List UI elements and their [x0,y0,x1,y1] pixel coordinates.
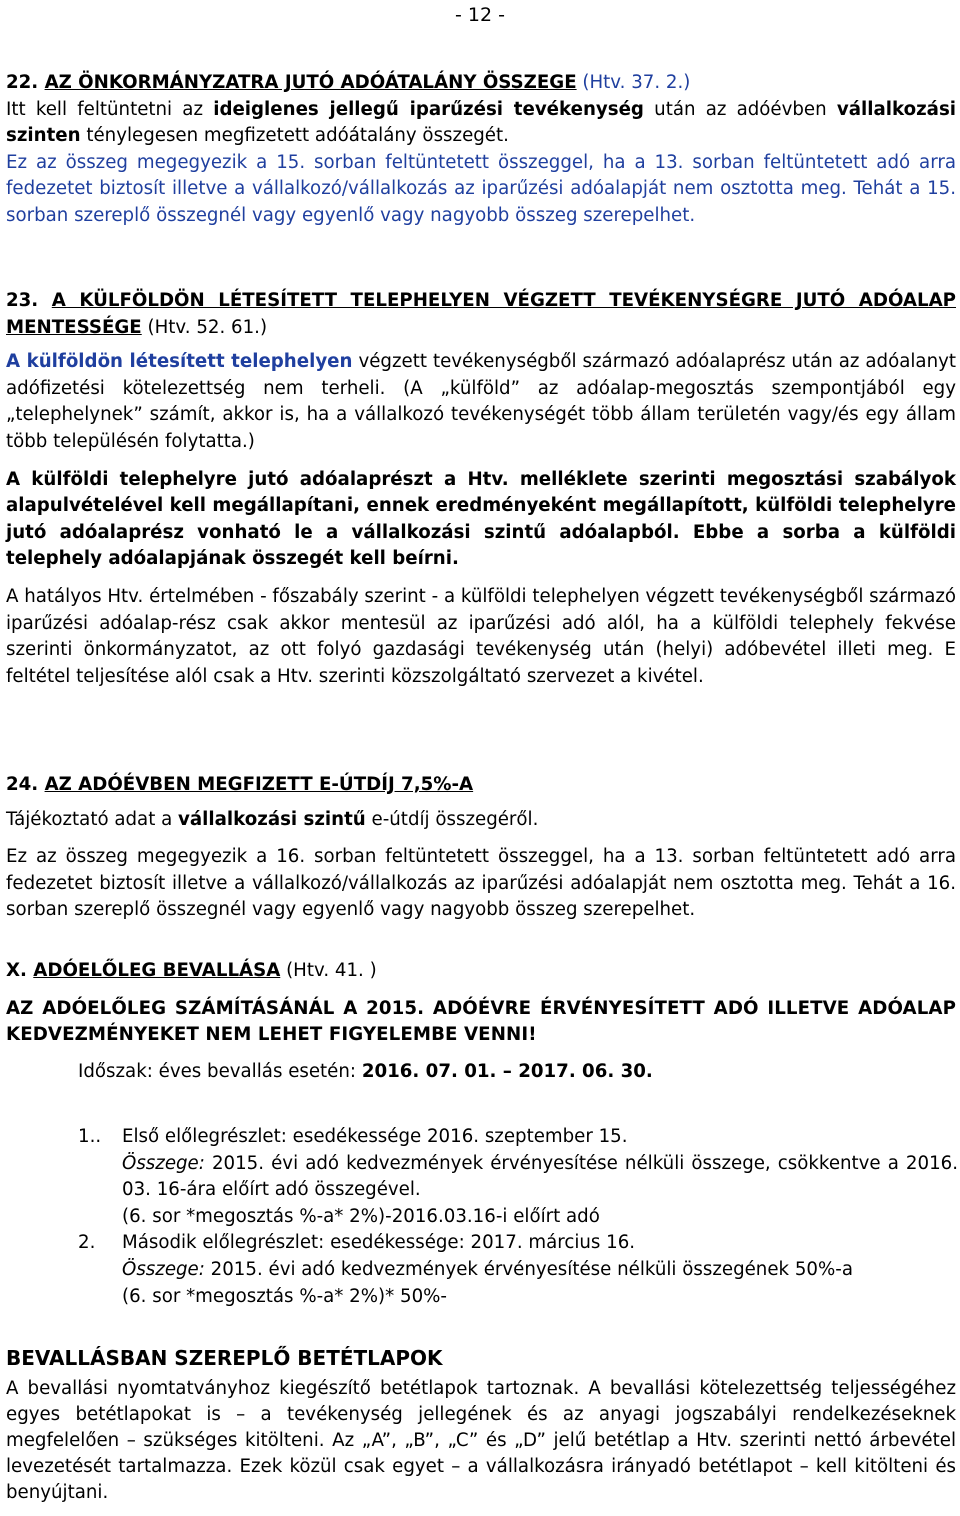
advance-item-formula: (6. sor *megosztás %-a* 2%)* 50%- [122,1285,447,1307]
section-x-period: Időszak: éves bevallás esetén: 2016. 07. 01. – 2017. 06. 30. [78,1060,653,1082]
section-23-para-2: A külföldi telephelyre jutó adóalaprészt a Htv. melléklete szerinti megosztási szabályok alapulvételével kell megállapítani, ennek eredményeként megállapított, külföldi telephelyre jutó adóalaprész vonható le a vállalkozási szintű adóalapból. Ebbe a sorba a külföldi telephely adóalapjának összegét kell beírni. [6,468,956,570]
section-24-para-2: Ez az összeg megegyezik a 16. sorban feltüntetett összeggel, ha a 13. sorban feltüntetett adó arra fedezetet biztosít illetve a vállalkozó/vállalkozás az iparűzési adóalapját nem osztotta meg. Tehát a 16. sorban szereplő összegnél vagy egyenlő vagy nagyobb összeg szerepelhet. [6,846,956,921]
section-22 [6,70,956,230]
section-x-warning: AZ ADÓELŐLEG SZÁMÍTÁSÁNÁL A 2015. ADÓÉVRE ÉRVÉNYESÍTETT ADÓ ILLETVE ADÓALAP KEDVEZMÉNYEKET NEM LEHET FIGYELEMBE VENNI! [6,997,956,1046]
attachments-para: A bevallási nyomtatványhoz kiegészítő betétlapok tartoznak. A bevallási kötelezettség teljességéhez egyes betétlapokat is – a tevékenység jellegének és az anyagi jogszabályi rendelkezéseknek megfelelően – szükséges kitölteni. Az „A”, „B”, „C” és „D” jelű betétlap a Htv. szerinti nettó árbevétel levezetését tartalmazza. Ezek közül csak egyet – a vállalkozásra irányadó betétlapot – kell kitölteni és benyújtani. [6,1378,956,1503]
section-24-heading: 24. AZ ADÓÉVBEN MEGFIZETT E-ÚTDÍJ 7,5%-A [6,774,474,795]
section-22-para-1: Itt kell feltüntetni az ideiglenes jellegű iparűzési tevékenység után az adóévben vállalkozási szinten ténylegesen megfizetett adóátalány összegét. [6,98,956,147]
section-22-heading [6,70,956,97]
advance-item-formula: (6. sor *megosztás %-a* 2%)-2016.03.16-i előírt adó [122,1205,600,1227]
attachments-section [6,1344,956,1506]
section-23-para-1: A külföldön létesített telephelyen végzett tevékenységből származó adóalaprész után az adóalanyt adófizetési kötelezettség nem terheli. (A „külföld” az adóalap-megosztás szempontjából egy „telephelynek” számít, akkor is, ha a vállalkozó tevékenységét több állam területén vagy/és egy állam több településén folytatta.) [6,351,956,452]
section-22-ref: (Htv. 37. 2.) [576,72,691,93]
period-value: 2016. 07. 01. – 2017. 06. 30. [361,1060,653,1082]
section-23-title: A KÜLFÖLDÖN LÉTESÍTETT TELEPHELYEN VÉGZETT TEVÉKENYSÉGRE JUTÓ ADÓALAP MENTESSÉGE [6,290,956,338]
section-23 [6,288,956,690]
section-23-para-3: A hatályos Htv. értelmében - főszabály szerint - a külföldi telephelyen végzett tevékenységből származó iparűzési adóalap-rész csak akkor mentesül az iparűzési adó alól, ha a külföldi telephely fekvése szerinti önkormányzatot, az ott folyó gazdasági tevékenység után (helyi) adóbevétel illeti meg. E feltétel teljesítése alól csak a Htv. szerinti közszolgáltató szervezet a kivétel. [6,585,957,687]
advance-item-title: Második előlegrészlet: esedékessége: 2017. március 16. [122,1232,636,1254]
section-24-para-1: Tájékoztató adat a vállalkozási szintű e-útdíj összegéről. [6,808,539,830]
section-x-heading: X. ADÓELŐLEG BEVALLÁSA (Htv. 41. ) [6,960,377,981]
section-24-title: AZ ADÓÉVBEN MEGFIZETT E-ÚTDÍJ 7,5%-A [44,774,474,795]
advance-item-title: Első előlegrészlet: esedékessége 2016. szeptember 15. [122,1126,628,1147]
advance-item: 2. Második előlegrészlet: esedékessége: 2017. március 16. Összege: 2015. évi adó kedvezmények érvényesítése nélküli összegének 50%-a (6. sor *megosztás %-a* 2%)* 50%- [78,1230,958,1310]
section-22-title: AZ ÖNKORMÁNYZATRA JUTÓ ADÓÁTALÁNY ÖSSZEGE [44,72,577,93]
section-22-para-2: Ez az összeg megegyezik a 15. sorban feltüntetett összeggel, ha a 13. sorban feltüntetett adó arra fedezetet biztosít illetve a vállalkozó/vállalkozás az iparűzési adóalapját nem osztotta meg. Tehát a 15. sorban szereplő összegnél vagy egyenlő vagy nagyobb összeg szerepelhet. [6,151,956,226]
section-23-heading: 23. A KÜLFÖLDÖN LÉTESÍTETT TELEPHELYEN VÉGZETT TEVÉKENYSÉGRE JUTÓ ADÓALAP MENTESSÉGE (Htv. 52. 61.) [6,290,956,338]
section-x [6,958,956,1085]
section-x-title: ADÓELŐLEG BEVALLÁSA [33,960,281,981]
section-24 [6,772,956,924]
advance-item: 1.. Első előlegrészlet: esedékessége 2016. szeptember 15. Összege: 2015. évi adó kedvezmények érvényesítése nélküli összege, csökkentve a 2016. 03. 16-ára előírt adó összegével. (6. sor *megosztás %-a* 2%)-2016.03.16-i előírt adó [78,1124,958,1230]
page-number: - 12 - [455,4,505,26]
attachments-heading: BEVALLÁSBAN SZEREPLŐ BETÉTLAPOK [6,1346,443,1370]
advance-items-list [78,1124,958,1310]
section-22-number: 22. [6,72,45,93]
